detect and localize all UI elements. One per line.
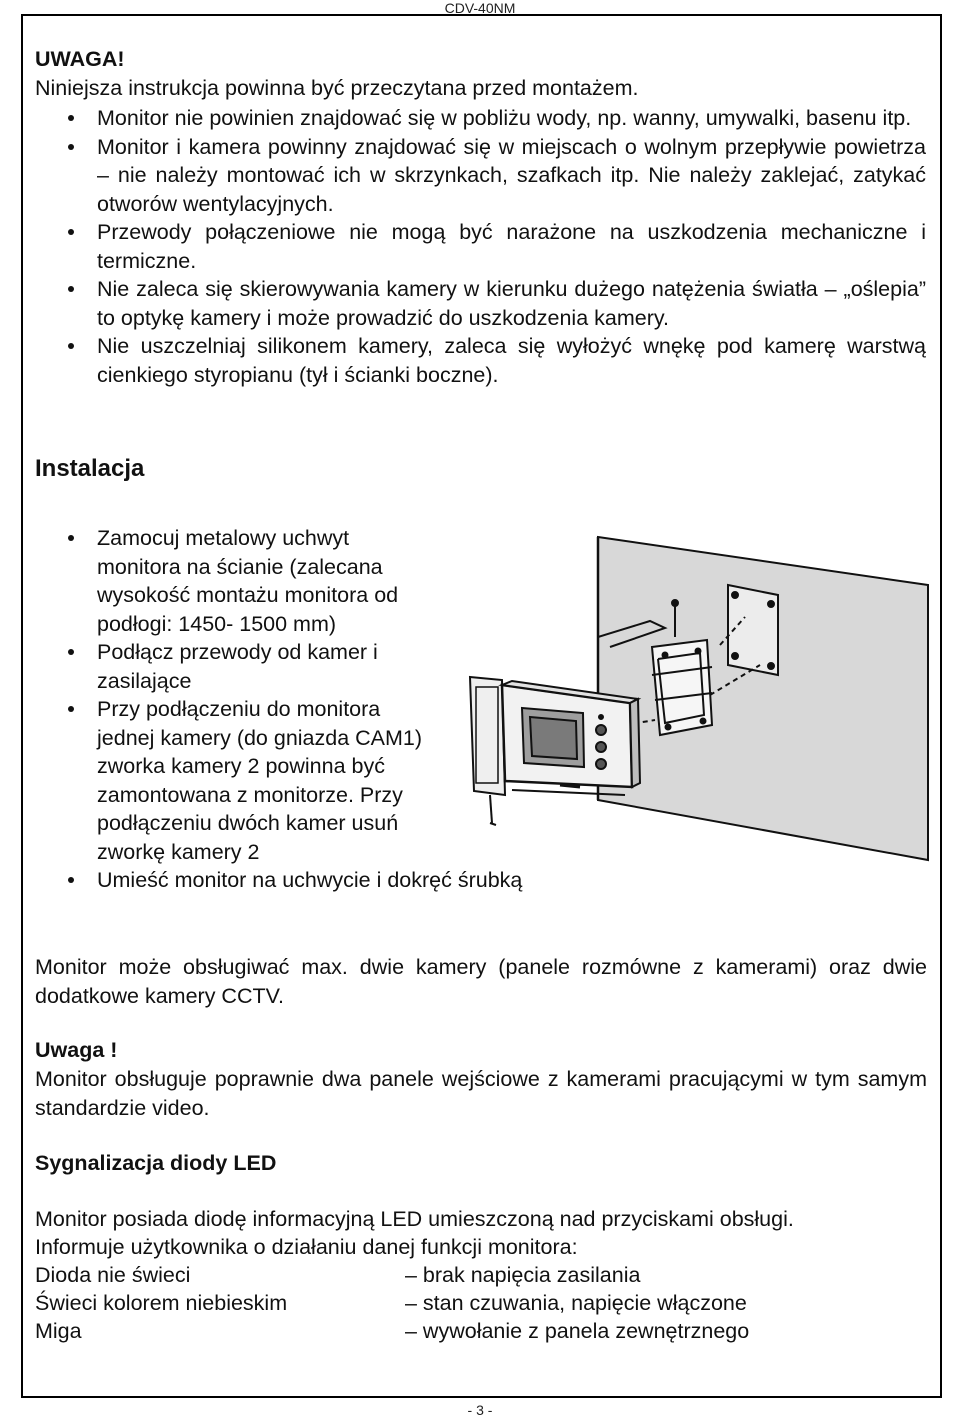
- warning-intro: Niniejsza instrukcja powinna być przeczytana przed montażem.: [35, 76, 639, 100]
- led-state: Miga: [35, 1319, 82, 1343]
- capacity-paragraph: Monitor może obsługiwać max. dwie kamery (panele rozmówne z kamerami) oraz dwie dodatkowe kamery CCTV.: [35, 955, 927, 1008]
- document-header: CDV-40NM: [444, 0, 516, 16]
- warning-item: Przewody połączeniowe nie mogą być narażone na uszkodzenia mechaniczne i termiczne.: [0, 218, 926, 275]
- led-intro-line1: Monitor posiada diodę informacyjną LED umieszczoną nad przyciskami obsługi.: [35, 1207, 794, 1231]
- warning-title: UWAGA!: [35, 47, 125, 71]
- warning-item: Nie uszczelniaj silikonem kamery, zaleca się wyłożyć wnękę pod kamerę warstwą cienkiego styropianu (tył i ścianki boczne).: [0, 332, 926, 389]
- install-item-text: Przy podłączeniu do monitora jednej kamery (do gniazda CAM1) zworka kamery 2 powinna być zamontowana z monitorze. Przy podłączeniu dwóch kamer usuń zworkę kamery 2: [97, 697, 423, 864]
- led-intro-line2: Informuje użytkownika o działaniu danej funkcji monitora:: [35, 1235, 578, 1259]
- install-item-text: Zamocuj metalowy uchwyt monitora na ścianie (zalecana wysokość montażu monitora od podłogi: 1450- 1500 mm): [97, 526, 399, 636]
- install-item-text: Umieść monitor na uchwycie i dokręć śrubką: [97, 868, 523, 892]
- note-text: Monitor obsługuje poprawnie dwa panele wejściowe z kamerami pracującymi w tym samym standardzie video.: [35, 1067, 927, 1120]
- monitor-mounting-illustration: [460, 525, 940, 885]
- warning-list: [0, 104, 926, 389]
- led-title: Sygnalizacja diody LED: [35, 1151, 277, 1175]
- led-meaning: – brak napięcia zasilania: [405, 1263, 641, 1287]
- led-state: Dioda nie świeci: [35, 1263, 191, 1287]
- warning-item: Monitor nie powinien znajdować się w pobliżu wody, np. wanny, umywalki, basenu itp.: [0, 104, 926, 133]
- install-title: Instalacja: [35, 455, 145, 482]
- led-state: Świeci kolorem niebieskim: [35, 1291, 288, 1315]
- led-meaning: – wywołanie z panela zewnętrznego: [405, 1319, 750, 1343]
- led-meaning: – stan czuwania, napięcie włączone: [405, 1291, 747, 1315]
- warning-item: Monitor i kamera powinny znajdować się w miejscach o wolnym przepływie powietrza – nie należy montować ich w skrzynkach, szafkach itp. Nie należy zaklejać, zatykać otworów wentylacyjnych.: [0, 133, 926, 219]
- install-item-text: Podłącz przewody od kamer i zasilające: [97, 640, 378, 693]
- page-number: - 3 -: [467, 1402, 493, 1418]
- warning-item: Nie zaleca się skierowywania kamery w kierunku dużego natężenia światła – „oślepia” to optykę kamery i może prowadzić do uszkodzenia kamery.: [0, 275, 926, 332]
- note-title: Uwaga !: [35, 1038, 118, 1062]
